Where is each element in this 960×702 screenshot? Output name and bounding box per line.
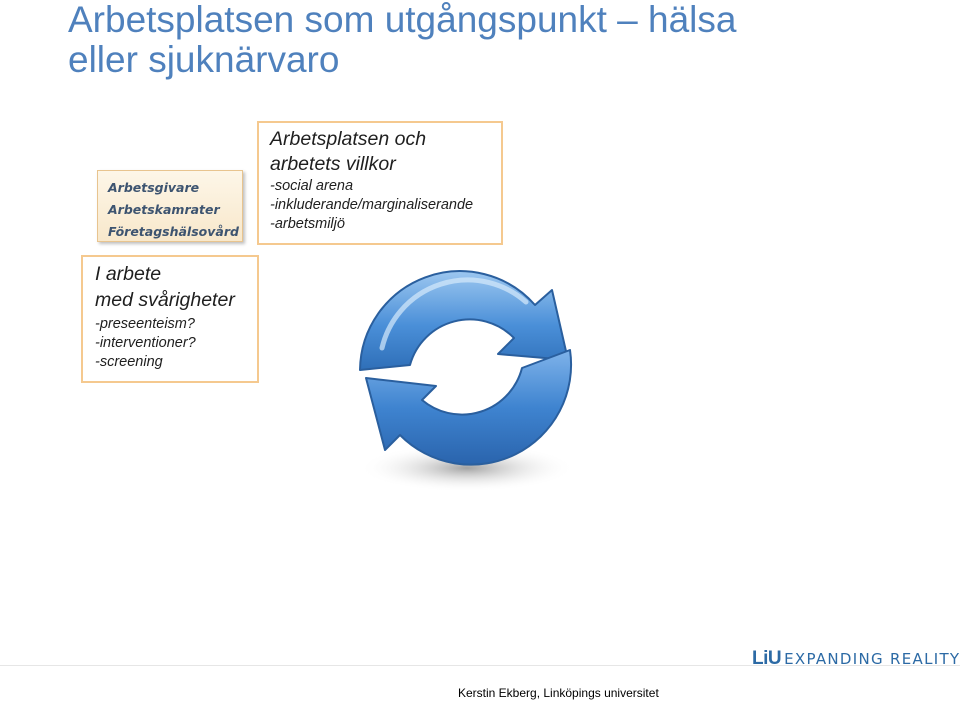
workplace-heading-line-1: Arbetsplatsen och [270,128,427,150]
liu-logo-mark: LiU [752,648,782,669]
work-item-presenteeism: -preseenteism? [95,316,195,332]
work-item-screening: -screening [95,354,163,370]
workplace-item-environment: -arbetsmiljö [270,216,345,232]
slide-title [68,0,948,80]
author-credit: Kerstin Ekberg, Linköpings universitet [458,686,659,700]
workplace-heading-line-2: arbetets villkor [270,153,396,175]
liu-logo-tagline: EXPANDING REALITY [784,650,960,668]
stakeholder-employer: Arbetsgivare [108,180,200,195]
stakeholder-occupational-health: Företagshälsovård [108,224,239,239]
workplace-item-inclusion: -inkluderande/marginaliserande [270,197,474,213]
slide-title-line-1: Arbetsplatsen som utgångspunkt – hälsa [68,0,737,40]
work-item-interventions: -interventioner? [95,335,196,351]
workplace-conditions-box [257,121,503,245]
slide-title-line-2: eller sjuknärvaro [68,39,340,80]
stakeholders-card [97,170,243,242]
work-heading-line-1: I arbete [95,263,162,285]
work-heading-line-2: med svårigheter [95,289,235,311]
liu-logo [752,648,960,670]
refresh-cycle-icon [330,250,610,500]
stakeholder-colleagues: Arbetskamrater [108,202,220,217]
workplace-item-social-arena: -social arena [270,178,354,194]
work-difficulties-box [81,255,259,383]
